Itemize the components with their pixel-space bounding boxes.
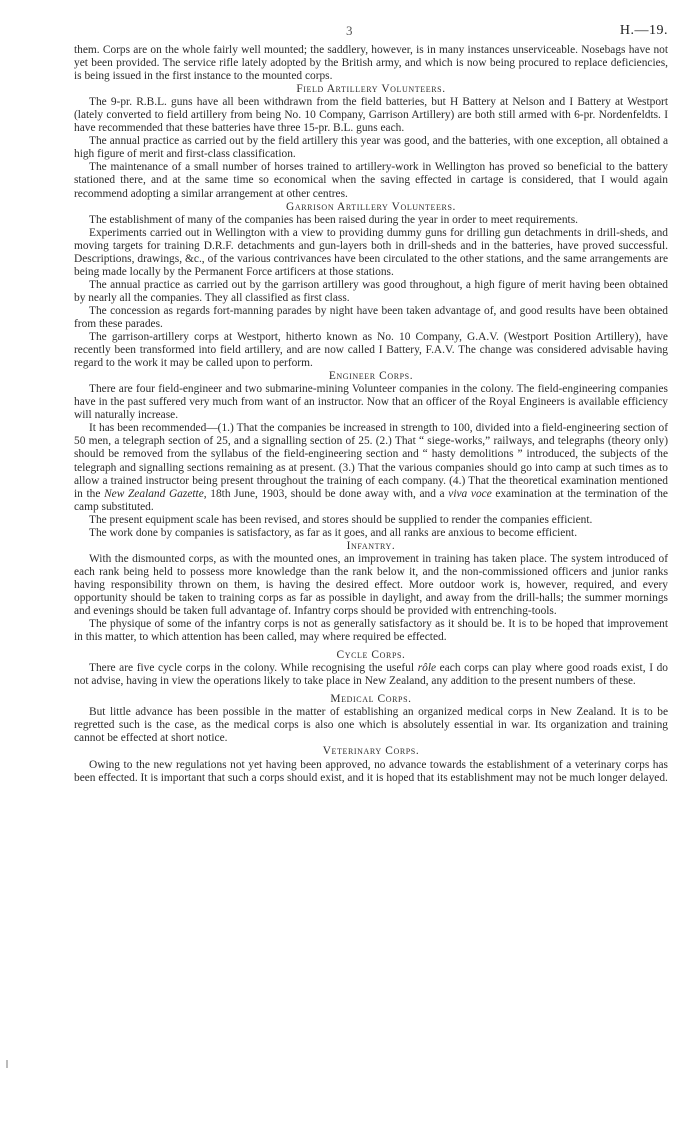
paragraph: There are four field-engineer and two submarine-mining Volunteer companies in the colony. The field-engineering companies have in the past suffered very much from want of an instructor. Now that an officer of the Royal Engineers is available efficiency will naturally increase. bbox=[74, 383, 668, 422]
section-heading: Garrison Artillery Volunteers. bbox=[286, 200, 456, 213]
section-heading: Field Artillery Volunteers. bbox=[296, 83, 446, 96]
section-veterinary-corps bbox=[74, 745, 668, 784]
paragraph: With the dismounted corps, as with the mounted ones, an improvement in training has taken place. The system introduced of each rank being held to possess more knowledge than the rank below it, and the non-commissioned officers and junior ranks having responsibility thrown on them, is having the desired effect. More outdoor work is, however, required, and every opportunity should be taken to training corps as far as possible in daylight, and away from the drill-halls; the summer mornings and evenings should be taken full advantage of. Infantry corps should be provided with entrenching-tools. bbox=[74, 552, 668, 618]
page-number: 3 bbox=[346, 23, 353, 38]
italic-phrase: rôle bbox=[417, 662, 437, 675]
paragraph: The annual practice as carried out by the field artillery this year was good, and the batteries, with one exception, all obtained a high figure of merit and first-class classification. bbox=[74, 135, 668, 161]
page-reference: H.—19. bbox=[619, 23, 668, 38]
paragraph-recommendations: It has been recommended—(1.) That the companies be increased in strength to 100, divided into a field-engineering section of 50 men, a telegraph section of 25, and a signalling section of 25. (2.) That “ siege-works,” railways, and telegraphs (theory only) should be removed from the syllabus of the field-engineering section and “ hasty demolitions ” introduced, the subjects of the telegraph and signalling sections remaining as at present. (3.) That the various companies should go into camp at such times as to allow a trained instructor being present throughout the training of each company. (4.) That the theoretical examination mentioned in the New Zealand Gazette, 18th June, 1903, should be done away with, and a viva voce examination at the termination of the camp substituted. bbox=[74, 422, 668, 513]
paragraph: The establishment of many of the companies has been raised during the year in order to meet requirements. bbox=[89, 213, 579, 226]
section-field-artillery bbox=[74, 83, 668, 200]
section-mounted-continued bbox=[74, 44, 668, 83]
document-page bbox=[74, 24, 668, 785]
paragraph: The maintenance of a small number of horses trained to artillery-work in Wellington has proved so beneficial to the battery stationed there, and at the same time so economical when the saving effected in cartage is considered, that I would again recommend adopting a similar arrangement at other centres. bbox=[74, 161, 668, 200]
paragraph: The 9-pr. R.B.L. guns have all been withdrawn from the field batteries, but H Battery at Nelson and I Battery at Westport (lately converted to field artillery from being No. 10 Company, Garrison Artillery) are both still armed with 6-pr. Nordenfeldts. I have recommended that these batteries have three 15-pr. B.L. guns each. bbox=[74, 96, 668, 135]
page-header bbox=[74, 24, 668, 44]
paragraph: them. Corps are on the whole fairly well mounted; the saddlery, however, is in many instances unserviceable. Nosebags have not yet been provided. The service rifle lately adopted by the British army, and which is now being procured to replace deficiencies, is being issued in the first instance to the mounted corps. bbox=[74, 44, 668, 83]
paragraph: The physique of some of the infantry corps is not as generally satisfactory as it should be. It is to be hoped that improvement in this matter, to which attention has been called, may where required be effected. bbox=[74, 618, 668, 644]
section-infantry bbox=[74, 540, 668, 644]
italic-phrase: viva voce bbox=[448, 487, 492, 500]
paragraph: Owing to the new regulations not yet having been approved, no advance towards the establishment of a veterinary corps has been effected. It is important that such a corps should exist, and it is hoped that its establishment may not be much longer delayed. bbox=[74, 758, 668, 784]
paragraph: Experiments carried out in Wellington with a view to providing dummy guns for drilling gun detachments in drill-sheds, and moving targets for training D.R.F. detachments and gun-layers both in drill-sheds and in the batteries, have proved successful. Descriptions, drawings, &c., of the various contrivances have been circulated to the other stations, and the same arrangements are being made locally by the Permanent Force artificers at those stations. bbox=[74, 226, 668, 278]
paragraph: But little advance has been possible in the matter of establishing an organized medical corps in New Zealand. It is to be regretted such is the case, as the medical corps is also one which is absolutely essential in war. Its organization and training cannot be effected at short notice. bbox=[74, 706, 668, 745]
section-medical-corps bbox=[74, 693, 668, 745]
paragraph: The annual practice as carried out by the garrison artillery was good throughout, a high figure of merit having been obtained by nearly all the companies. They all classified as first class. bbox=[74, 278, 668, 304]
section-heading: Medical Corps. bbox=[330, 693, 412, 706]
paragraph-cycle: There are five cycle corps in the colony. While recognising the useful rôle each corps can play where good roads exist, I do not advise, having in view the operations likely to take place in New Zealand, any addition to the present numbers of these. bbox=[74, 662, 668, 688]
section-engineer-corps bbox=[74, 370, 668, 540]
section-garrison-artillery bbox=[74, 201, 668, 371]
paragraph: The work done by companies is satisfactory, as far as it goes, and all ranks are anxious to become efficient. bbox=[89, 526, 578, 539]
paragraph: The garrison-artillery corps at Westport, hitherto known as No. 10 Company, G.A.V. (Westport Position Artillery), have recently been transformed into field artillery, and are now called I Battery, F.A.V. The change was considered advisable having regard to the work it may be called upon to perform. bbox=[74, 331, 668, 370]
section-heading: Veterinary Corps. bbox=[322, 745, 420, 758]
section-heading: Engineer Corps. bbox=[328, 370, 414, 383]
margin-mark bbox=[6, 1060, 8, 1068]
paragraph: The present equipment scale has been revised, and stores should be supplied to render the companies efficient. bbox=[89, 513, 593, 526]
section-heading: Infantry. bbox=[346, 539, 396, 552]
section-heading: Cycle Corps. bbox=[336, 649, 406, 662]
paragraph: The concession as regards fort-manning parades by night have been taken advantage of, and good results have been obtained from these parades. bbox=[74, 304, 668, 330]
italic-phrase: New Zealand Gazette bbox=[104, 487, 204, 500]
section-cycle-corps bbox=[74, 649, 668, 688]
